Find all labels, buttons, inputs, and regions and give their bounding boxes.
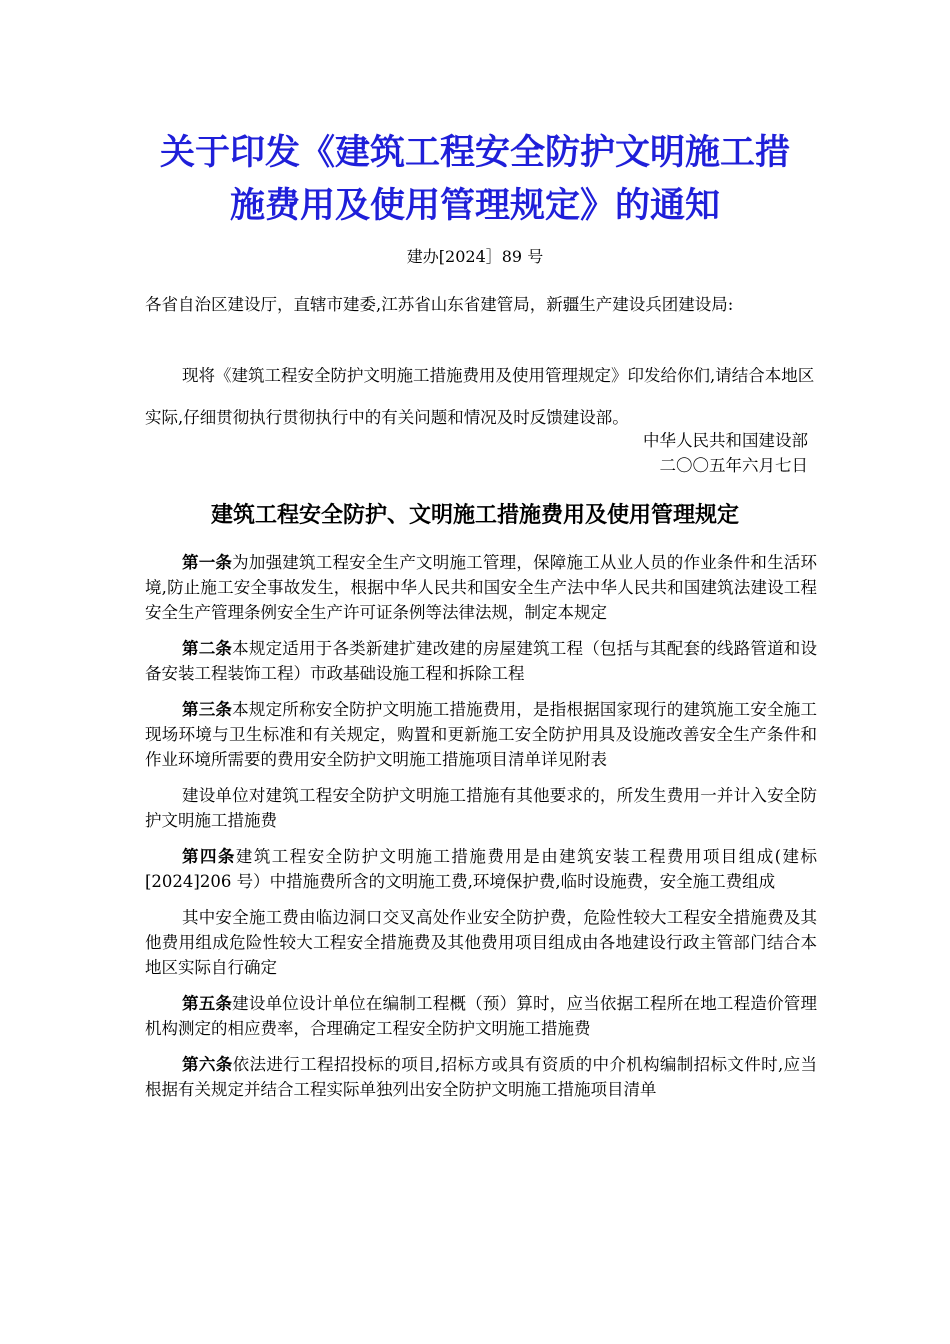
articles-list: [145, 550, 817, 1113]
article-paragraph: [145, 991, 817, 1041]
article-paragraph: [145, 905, 817, 980]
regulation-title: 建筑工程安全防护、文明施工措施费用及使用管理规定: [210, 503, 739, 528]
signature-date: 二〇〇五年六月七日: [659, 456, 808, 475]
article-paragraph: [145, 1052, 817, 1102]
article-text: 为加强建筑工程安全生产文明施工管理，保障施工从业人员的作业条件和生活环境,防止施工安全事故发生，根据中华人民共和国安全生产法中华人民共和国建筑法建设工程安全生产管理条例安全生产许可证条例等法律法规，制定本规定: [145, 553, 818, 622]
article-text: 本规定适用于各类新建扩建改建的房屋建筑工程（包括与其配套的线路管道和设备安装工程装饰工程）市政基础设施工程和拆除工程: [145, 639, 818, 683]
article-text: 建设单位对建筑工程安全防护文明施工措施有其他要求的，所发生费用一并计入安全防护文明施工措施费: [145, 786, 817, 830]
article-label: 第六条: [182, 1055, 233, 1074]
article-label: 第四条: [182, 847, 236, 866]
document-number: 建办[2024］89 号: [406, 247, 544, 266]
article-paragraph: [145, 636, 817, 686]
article-paragraph: [145, 697, 817, 772]
article-paragraph: [145, 844, 817, 894]
signature-org: 中华人民共和国建设部: [643, 431, 808, 450]
document-title: [100, 127, 850, 233]
addressee: 各省自治区建设厅，直辖市建委,江苏省山东省建管局，新疆生产建设兵团建设局:: [145, 295, 734, 314]
article-label: 第五条: [182, 994, 233, 1013]
article-paragraph: [145, 550, 817, 625]
document-title-line-1: 关于印发《建筑工程安全防护文明施工措: [159, 133, 790, 173]
article-text: 建设单位设计单位在编制工程概（预）算时，应当依据工程所在地工程造价管理机构测定的相应费率，合理确定工程安全防护文明施工措施费: [145, 994, 818, 1038]
article-text: 本规定所称安全防护文明施工措施费用，是指根据国家现行的建筑施工安全施工现场环境与卫生标准和有关规定，购置和更新施工安全防护用具及设施改善安全生产条件和作业环境所需要的费用安全防护文明施工措施项目清单详见附表: [145, 700, 818, 769]
article-label: 第二条: [182, 639, 233, 658]
article-label: 第一条: [182, 553, 233, 572]
article-label: 第三条: [182, 700, 233, 719]
article-text: 依法进行工程招投标的项目,招标方或具有资质的中介机构编制招标文件时,应当根据有关规定并结合工程实际单独列出安全防护文明施工措施项目清单: [145, 1055, 817, 1099]
notice-paragraph: 现将《建筑工程安全防护文明施工措施费用及使用管理规定》印发给你们,请结合本地区实际,仔细贯彻执行贯彻执行中的有关问题和情况及时反馈建设部。: [145, 366, 815, 427]
document-title-line-2: 施费用及使用管理规定》的通知: [229, 186, 720, 226]
article-paragraph: [145, 783, 817, 833]
article-text: 建筑工程安全防护文明施工措施费用是由建筑安装工程费用项目组成(建标[2024]206 号）中措施费所含的文明施工费,环境保护费,临时设施费，安全施工费组成: [145, 847, 818, 891]
signature-block: [400, 428, 808, 478]
article-text: 其中安全施工费由临边洞口交叉高处作业安全防护费，危险性较大工程安全措施费及其他费用组成危险性较大工程安全措施费及其他费用项目组成由各地建设行政主管部门结合本地区实际自行确定: [145, 908, 817, 977]
